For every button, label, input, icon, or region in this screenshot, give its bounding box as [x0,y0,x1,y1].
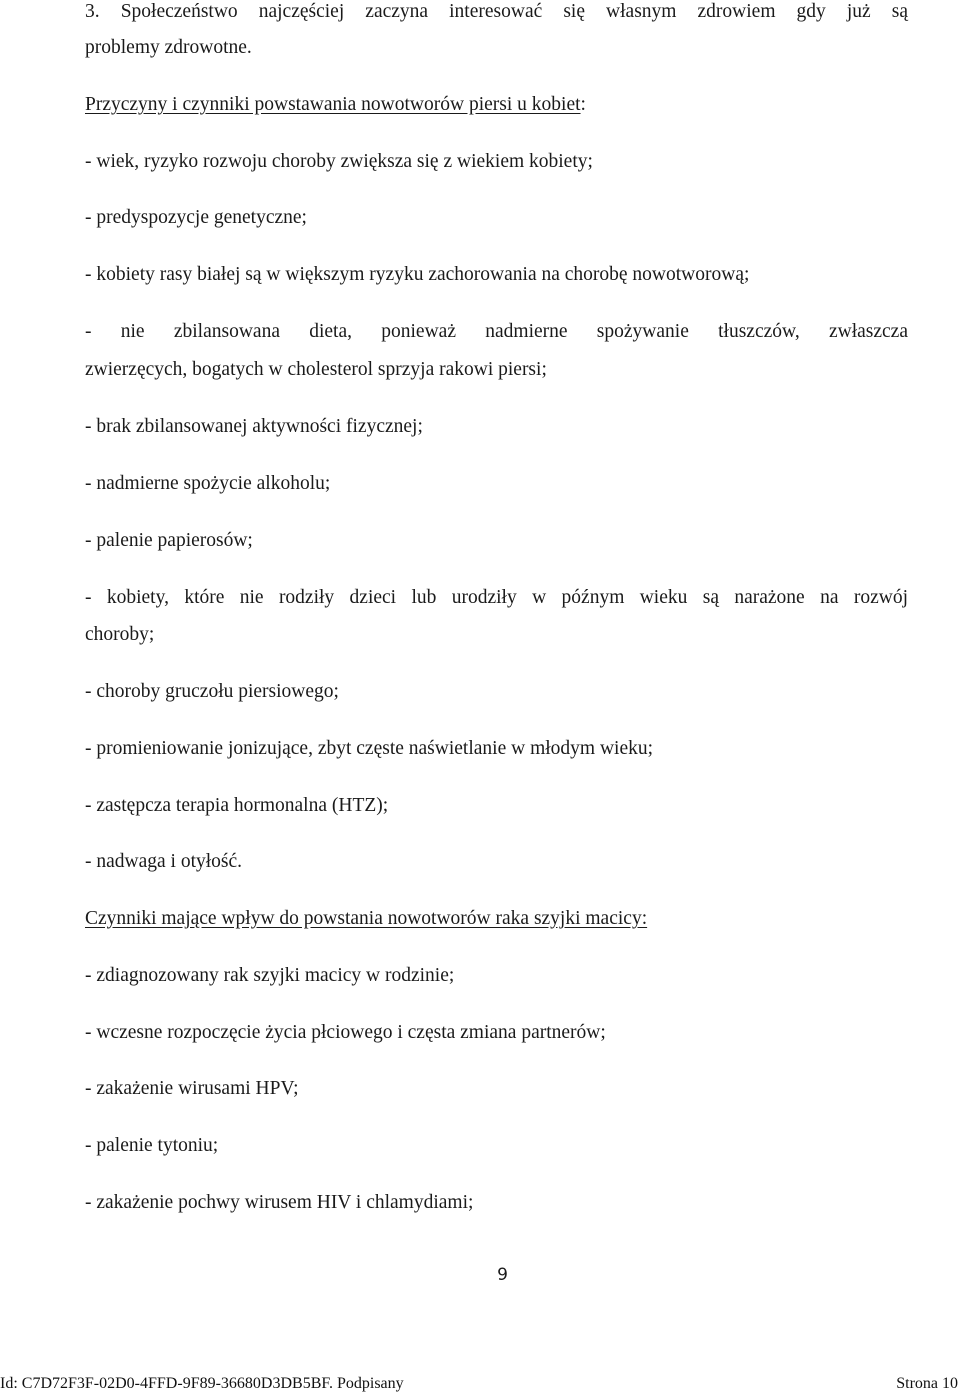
cervical-cancer-heading: Czynniki mające wpływ do powstania nowotworów raka szyjki macicy: [85,908,648,929]
risk-item-obesity: - nadwaga i otyłość. [85,851,243,872]
risk-item-race: - kobiety rasy białej są w większym ryzyku zachorowania na chorobę nowotworową; [85,264,750,285]
cervix-item-tobacco: - palenie tytoniu; [85,1135,219,1156]
cervix-item-hiv: - zakażenie pochwy wirusem HIV i chlamydiami; [85,1192,474,1213]
cervix-item-hpv: - zakażenie wirusami HPV; [85,1078,299,1099]
risk-item-childbirth-line-1: - kobiety, które nie rodziły dzieci lub urodziły w późnym wieku są narażone na rozwój [85,587,908,608]
cervix-item-family: - zdiagnozowany rak szyjki macicy w rodzinie; [85,965,455,986]
page-number: 9 [497,1265,508,1285]
breast-cancer-heading [85,93,586,117]
risk-item-age: - wiek, ryzyko rozwoju choroby zwiększa się z wiekiem kobiety; [85,151,593,172]
risk-item-radiation: - promieniowanie jonizujące, zbyt częste naświetlanie w młodym wieku; [85,738,654,759]
risk-item-smoking: - palenie papierosów; [85,530,253,551]
section-3-line-1: 3. Społeczeństwo najczęściej zaczyna interesować się własnym zdrowiem gdy już są [85,1,908,22]
risk-item-hrt: - zastępcza terapia hormonalna (HTZ); [85,795,389,816]
risk-item-diet-line-2: zwierzęcych, bogatych w cholesterol sprzyja rakowi piersi; [85,359,547,380]
cervix-item-sexual-life: - wczesne rozpoczęcie życia płciowego i częsta zmiana partnerów; [85,1022,606,1043]
section-3-line-2: problemy zdrowotne. [85,37,252,58]
risk-item-activity: - brak zbilansowanej aktywności fizycznej; [85,416,423,437]
footer-page-label: Strona 10 [896,1375,958,1392]
risk-item-genetics: - predyspozycje genetyczne; [85,207,307,228]
breast-cancer-heading-colon: : [580,94,586,115]
breast-cancer-heading-text: Przyczyny i czynniki powstawania nowotworów piersi u kobiet [85,94,581,115]
risk-item-breast-disease: - choroby gruczołu piersiowego; [85,681,339,702]
risk-item-alcohol: - nadmierne spożycie alkoholu; [85,473,331,494]
footer-document-id: Id: C7D72F3F-02D0-4FFD-9F89-36680D3DB5BF. Podpisany [0,1375,404,1392]
risk-item-childbirth-line-2: choroby; [85,624,155,645]
risk-item-diet-line-1: - nie zbilansowana dieta, ponieważ nadmierne spożywanie tłuszczów, zwłaszcza [85,321,908,342]
